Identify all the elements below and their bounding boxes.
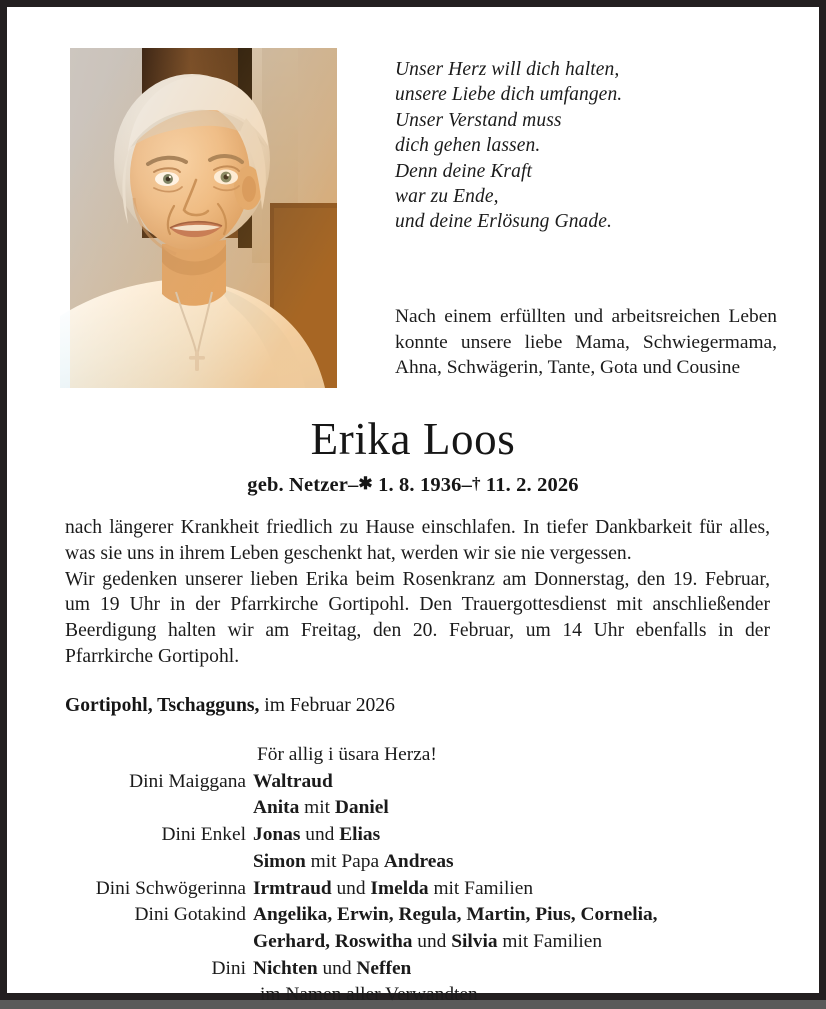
poem-line-1: Unser Herz will dich halten,: [395, 59, 620, 80]
family-row: [65, 876, 777, 903]
family-row: [65, 769, 777, 796]
family-member-names: Simon mit Papa Andreas: [253, 850, 454, 872]
family-closing: im Namen aller Verwandten: [260, 984, 478, 1006]
body-paragraph-1: nach längerer Krankheit friedlich zu Hause einschlafen. In tiefer Dankbarkeit für alles, was sie uns in ihrem Leben geschenkt hat, werden wir sie nie vergessen.: [65, 517, 770, 564]
poem-line-4: dich gehen lassen.: [395, 135, 541, 157]
notice-month: im Februar 2026: [264, 695, 395, 716]
death-cross-icon: †: [471, 474, 481, 493]
place-and-date-line: [65, 693, 395, 719]
family-member-names: Jonas und Elias: [253, 824, 381, 846]
death-date: 11. 2. 2026: [485, 474, 579, 496]
family-member-names: Waltraud: [253, 770, 333, 792]
family-member-names: Anita mit Daniel: [253, 797, 389, 819]
poem-line-3: Unser Verstand muss: [395, 109, 562, 131]
family-relation-label: Dini: [211, 957, 246, 979]
family-row: [65, 902, 777, 929]
poem-line-6: war zu Ende,: [395, 186, 499, 208]
family-relation-label: Dini Gotakind: [134, 904, 246, 926]
poem-line-2: unsere Liebe dich umfangen.: [395, 84, 623, 106]
family-row: [65, 822, 777, 849]
family-member-names: Nichten und Neffen: [253, 957, 412, 979]
body-text: [65, 515, 770, 670]
family-motto: För allig i üsara Herza!: [257, 744, 437, 765]
poem-line-7: und deine Erlösung Gnade.: [395, 211, 612, 233]
family-relation-label: Dini Schwögerinna: [95, 877, 246, 899]
poem-line-5: Denn deine Kraft: [395, 160, 532, 182]
portrait-photo-image: [70, 48, 337, 388]
family-row: [65, 795, 777, 822]
family-row: [65, 956, 777, 983]
notice-sheet: [7, 7, 819, 1006]
birth-star-icon: ✱: [358, 474, 373, 493]
family-member-names: Angelika, Erwin, Regula, Martin, Pius, Cornelia,: [253, 904, 658, 926]
maiden-name: geb. Netzer: [247, 474, 348, 496]
birth-date: 1. 8. 1936: [378, 474, 462, 496]
family-signatures: [65, 742, 777, 1009]
body-paragraph-2: Wir gedenken unserer lieben Erika beim Rosenkranz am Donnerstag, den 19. Februar, um 19 Uhr in der Pfarrkirche Gortipohl. Den Trauergottesdienst mit anschließender Beerdigung halten wir am Freitag, den 20. Februar, um 14 Uhr ebenfalls in der Pfarrkirche Gortipohl.: [65, 568, 770, 667]
portrait-photo: [70, 48, 337, 388]
intro-paragraph: Nach einem erfüllten und arbeitsreichen Leben konnte unsere liebe Mama, Schwiegermama, Ahna, Schwägerin, Tante, Gota und Cousine: [395, 306, 777, 379]
deceased-name: Erika Loos: [310, 414, 516, 464]
dates-separator-1: –: [347, 474, 359, 496]
family-relation-label: Dini Enkel: [161, 824, 246, 846]
memorial-poem: [395, 57, 775, 235]
family-row: [65, 929, 777, 956]
family-relation-label: Dini Maiggana: [129, 770, 246, 792]
place-names: Gortipohl, Tschagguns,: [65, 695, 260, 716]
family-member-names: Irmtraud und Imelda mit Familien: [253, 877, 534, 899]
family-member-names: Gerhard, Roswitha und Silvia mit Familien: [253, 930, 603, 952]
family-row: [65, 849, 777, 876]
deceased-dates: [7, 471, 819, 498]
family-rows: [65, 769, 777, 983]
dates-separator-2: –: [461, 474, 472, 496]
